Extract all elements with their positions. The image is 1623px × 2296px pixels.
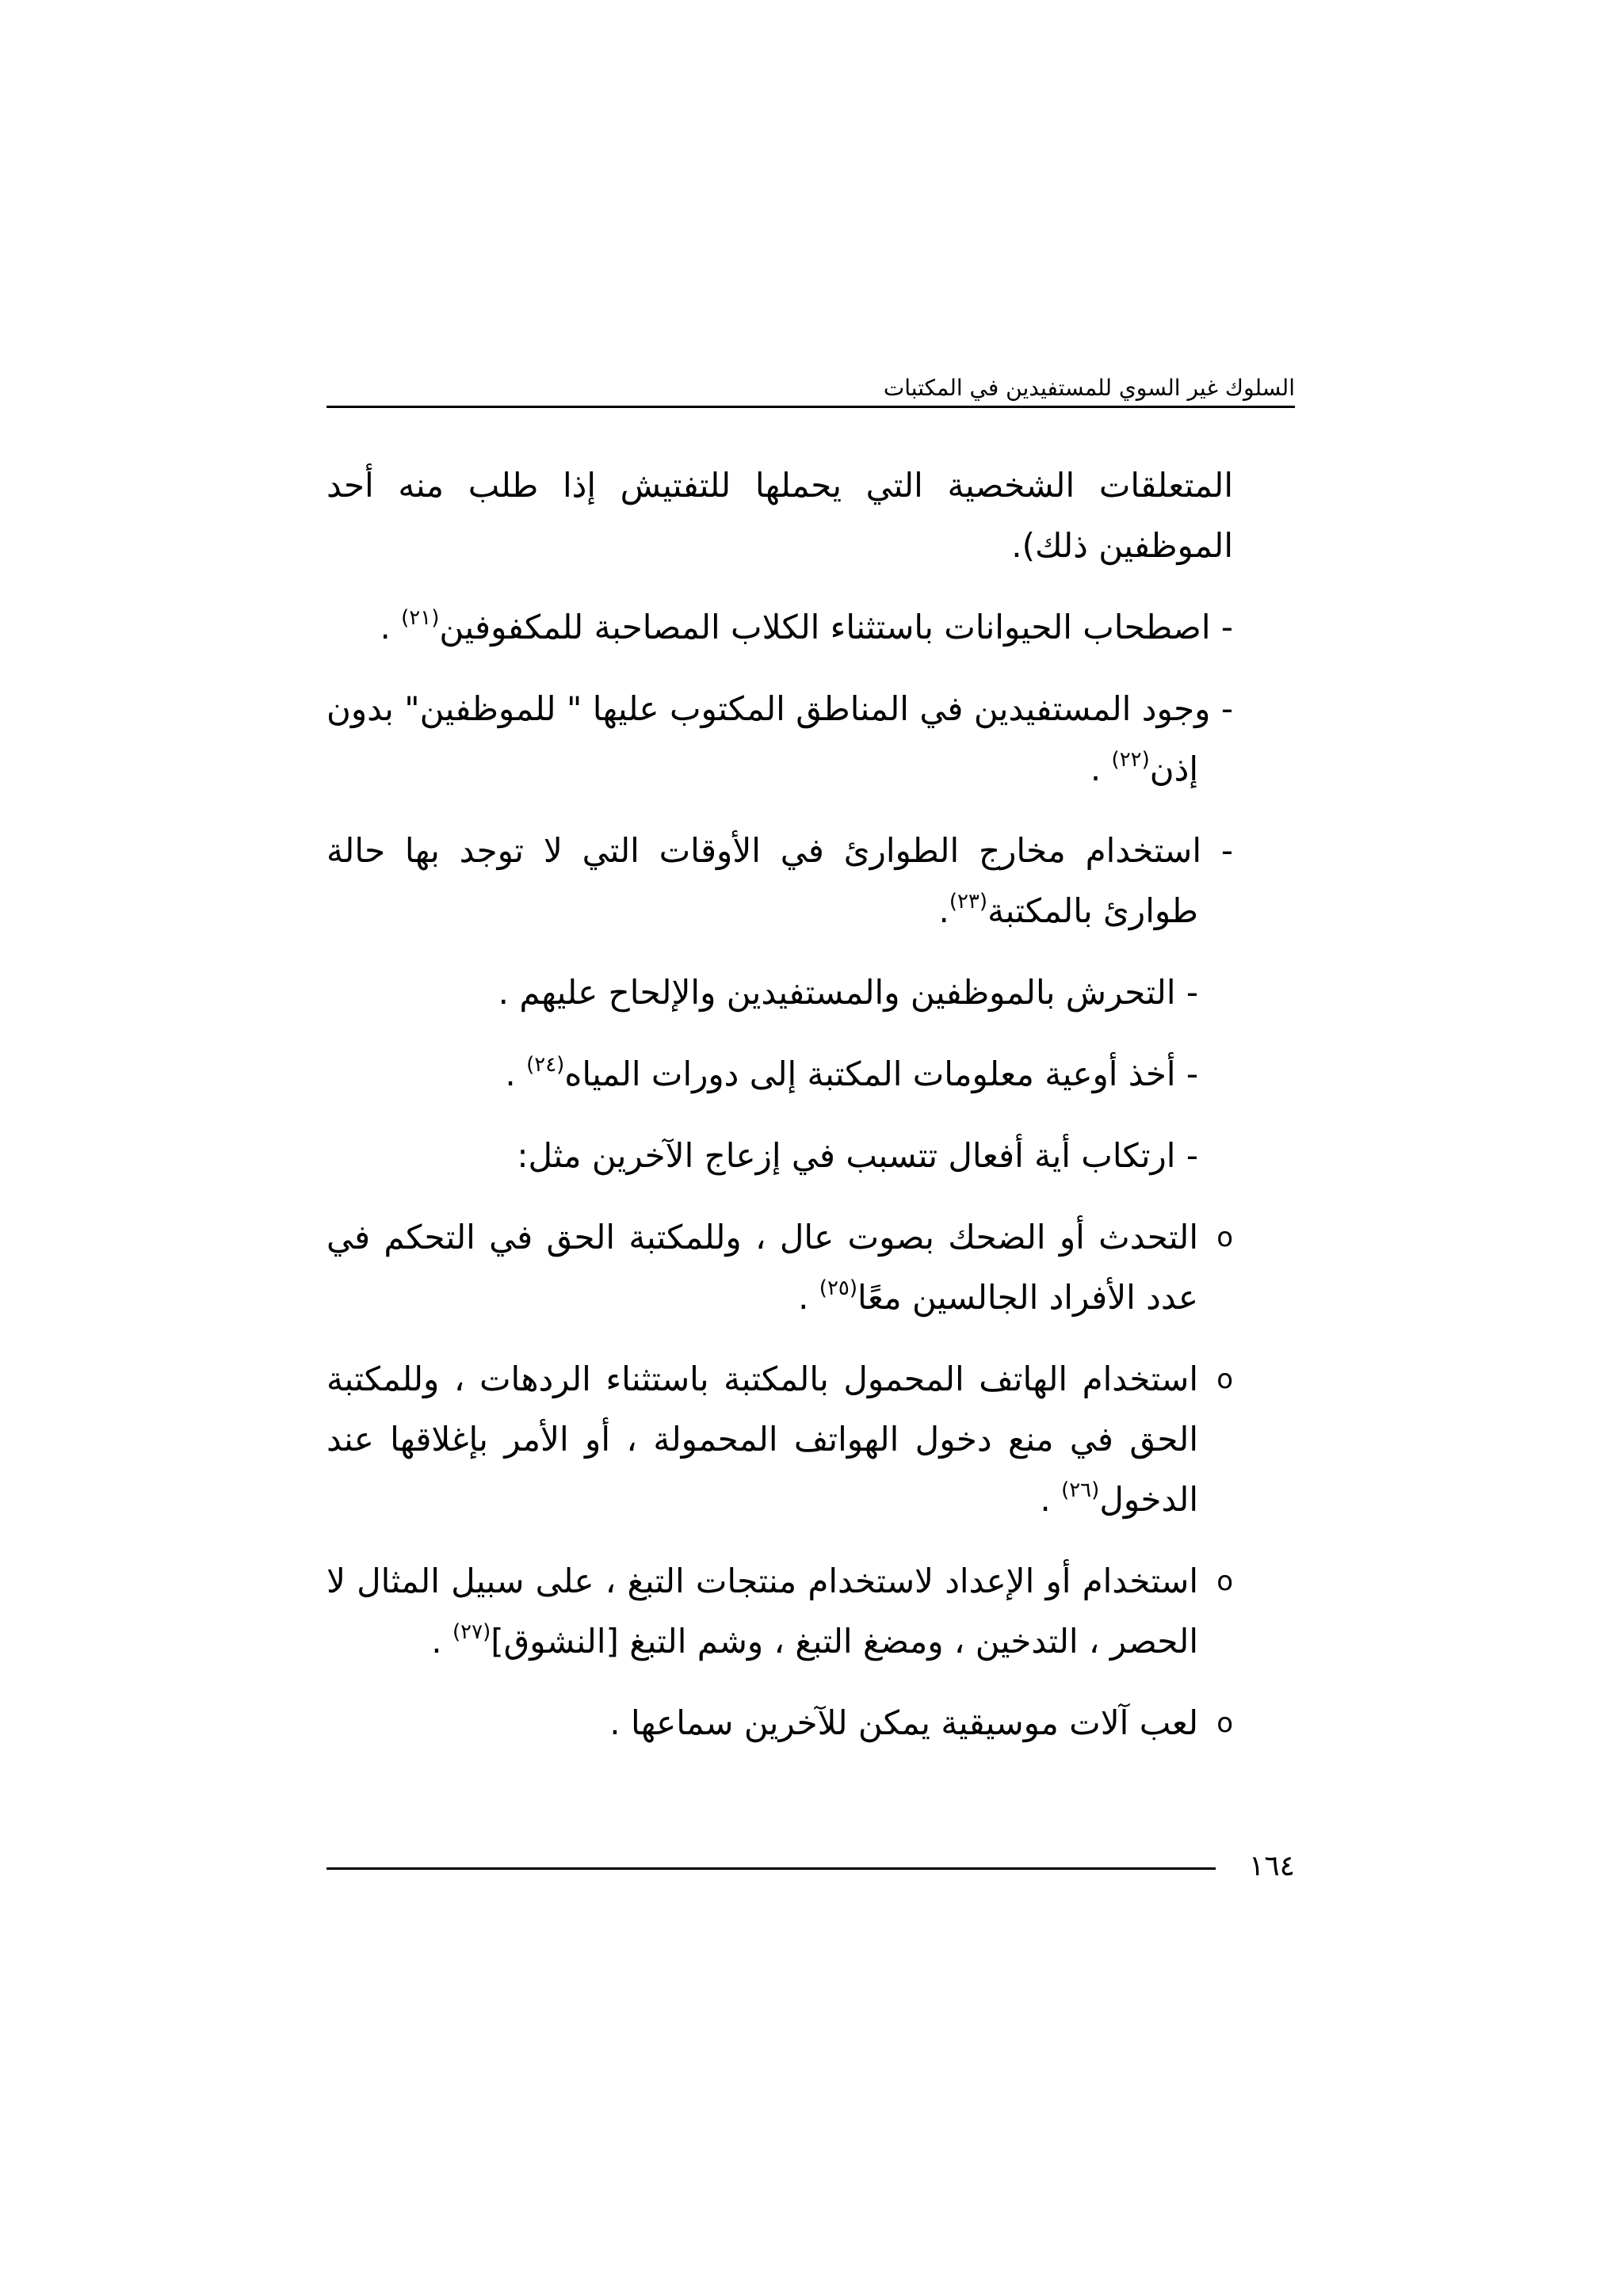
header-rule — [327, 406, 1295, 408]
footer-rule — [327, 1867, 1216, 1870]
bullet-marker: o — [1216, 1566, 1233, 1597]
list-item: - وجود المستفيدين في المناطق المكتوب عليها " للموظفين" بدون إذن$^{(٢٢)}$ . — [327, 689, 1233, 788]
list-item: - التحرش بالموظفين والمستفيدين والإلحاح عليهم . — [498, 973, 1198, 1012]
running-header — [327, 372, 1295, 410]
sub-list-item: o لعب آلات موسيقية يمكن للآخرين سماعها . — [327, 1693, 1233, 1753]
list-item: - اصطحاب الحيوانات باستثناء الكلاب المصاحبة للمكفوفين$^{(٢١)}$ . — [380, 606, 1233, 646]
footnote-ref: (٢٤) — [526, 1053, 565, 1077]
running-title: السلوك غير السوي للمستفيدين في المكتبات — [883, 375, 1295, 401]
footnote-ref: (٢١) — [401, 606, 440, 630]
page-number: ١٦٤ — [1248, 1850, 1295, 1882]
footnote-ref: (٢٣) — [949, 890, 988, 913]
continuation-paragraph: المتعلقات الشخصية التي يحملها للتفتيش إذا طلب منه أحد الموظفين ذلك). — [327, 466, 1233, 565]
footnote-ref: (٢٦) — [1061, 1478, 1100, 1502]
sub-list-item: o استخدام أو الإعداد لاستخدام منتجات التبغ ، على سبيل المثال لا الحصر ، التدخين ، ومضغ التبغ ، وشم التبغ [النشوق]$^{(٢٧)}$ . — [327, 1551, 1233, 1672]
bullet-marker: o — [1216, 1222, 1233, 1253]
list-item: - استخدام مخارج الطوارئ في الأوقات التي لا توجد بها حالة طوارئ بالمكتبة$^{(٢٣)}$. — [327, 831, 1233, 930]
list-item: - أخذ أوعية معلومات المكتبة إلى دورات المياه$^{(٢٤)}$ . — [505, 1053, 1198, 1093]
page-footer — [327, 1846, 1295, 1894]
bullet-marker: o — [1216, 1363, 1233, 1395]
sub-list-item: o استخدام الهاتف المحمول بالمكتبة باستثناء الردهات ، وللمكتبة الحق في منع دخول الهواتف المحمولة ، أو الأمر بإغلاقها عند الدخول$^{(٢٦)}$ . — [327, 1349, 1233, 1530]
bullet-marker: o — [1216, 1707, 1233, 1739]
footnote-ref: (٢٢) — [1111, 748, 1150, 772]
footnote-ref: (٢٥) — [819, 1276, 858, 1300]
list-item: - ارتكاب أية أفعال تتسبب في إزعاج الآخرين مثل: — [517, 1136, 1198, 1175]
sub-list-item: o التحدث أو الضحك بصوت عال ، وللمكتبة الحق في التحكم في عدد الأفراد الجالسين معًا$^{(٢٥)}$ . — [327, 1207, 1233, 1328]
footnote-ref: (٢٧) — [452, 1620, 491, 1644]
body-text — [327, 456, 1233, 1753]
